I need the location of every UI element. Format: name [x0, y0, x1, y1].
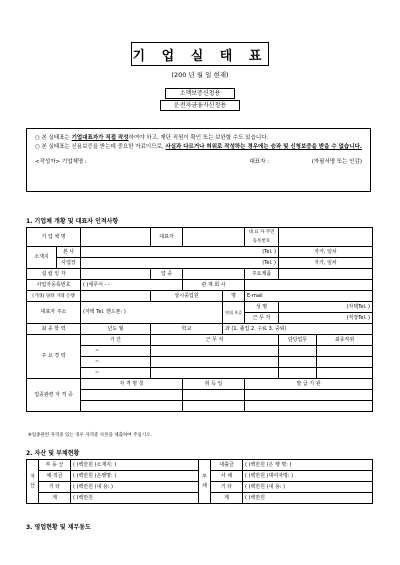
col-final-pos: 최종직위 — [317, 335, 373, 346]
asset-total-label: 계 — [39, 493, 71, 504]
debt-label: 대출금 — [211, 460, 243, 471]
debt-total-label: 계 — [211, 493, 243, 504]
asset-value[interactable]: ( )백만원 (소재지: ) — [71, 460, 199, 471]
col-workplace: 근 무 처 — [151, 335, 279, 346]
asset-value[interactable]: ( )백만원 (은행명: ) — [71, 471, 199, 482]
debt-value[interactable]: ( )백만원 (대여자명: ) — [243, 471, 373, 482]
label-representative: 대표자 — [151, 228, 183, 247]
debt-label: 기 타 — [211, 482, 243, 493]
notice-line1: ○ 본 실태표는 기업대표자가 직접 작성하여야 하고, 재단 직원이 확인 또는 보완할 수도 있습니다. — [35, 135, 269, 141]
col-duty: 담당업무 — [279, 335, 317, 346]
col-period: 기 간 — [81, 335, 151, 346]
career-final-pos[interactable] — [317, 346, 373, 357]
field-founded[interactable] — [81, 269, 151, 280]
career-period[interactable]: ~ — [81, 346, 151, 357]
asset-total[interactable]: ( )백만원 — [71, 493, 199, 504]
asset-value[interactable]: ( )백만원 (내 용: ) — [71, 482, 199, 493]
field-representative[interactable] — [183, 228, 245, 247]
asset-table — [26, 459, 373, 504]
owned-head-office[interactable]: 자가, 임차 — [279, 247, 373, 258]
field-head-office-tel[interactable]: (Tel. ) — [81, 247, 279, 258]
page-subtitle: (200 년 월 일 현재) — [171, 71, 229, 79]
label-rep-address: 대표자 주소 — [27, 302, 81, 324]
debt-total[interactable]: ( )백만원 — [243, 493, 373, 504]
label-career: 주 요 경 력 — [27, 335, 81, 379]
cert-name[interactable] — [81, 390, 183, 401]
debt-value[interactable]: ( )백만원 (내 용: ) — [243, 482, 373, 493]
badge-operating-fund: 운전자금융자신청용 — [160, 100, 240, 111]
cert-name[interactable] — [81, 401, 183, 412]
asset-label: 예·적금 — [39, 471, 71, 482]
field-industry[interactable] — [183, 269, 245, 280]
label-rep-id: 대 표 자 주민등록번호 — [245, 228, 279, 247]
label-asset: 자 산 — [27, 460, 39, 504]
field-affiliate[interactable] — [245, 280, 373, 291]
cert-date[interactable] — [183, 390, 245, 401]
rep-label: 대표자 : — [249, 159, 269, 165]
field-company-name[interactable] — [81, 228, 151, 247]
field-g-hometel[interactable]: (자택Tel. ) — [279, 302, 373, 313]
author-label: <작성자> 기업체명 : — [35, 159, 87, 165]
career-duty[interactable] — [279, 368, 317, 379]
label-g-work: 근 무 처 — [245, 313, 279, 324]
cert-date[interactable] — [183, 401, 245, 412]
field-edu-major[interactable]: 과 (1. 졸업 2. 수료 3. 중퇴) — [223, 324, 373, 335]
label-guarantor: 연대 보증 — [223, 302, 245, 324]
field-biz-no[interactable]: ( )세무서 - - — [81, 280, 183, 291]
section2-heading: 2. 자산 및 부채현황 — [26, 450, 80, 457]
field-rep-tel[interactable]: (자택 Tel. 핸드폰: ) — [81, 302, 223, 324]
career-final-pos[interactable] — [317, 368, 373, 379]
notice-line2: ○ 본 실태표는 신용보증을 받는데 중요한 자료이므로, 사실과 다르거나 허위로 작성하는 경우에는 승과 및 신청보증을 받을 수 없습니다. — [35, 144, 362, 150]
field-rep-id[interactable] — [279, 228, 373, 247]
career-duty[interactable] — [279, 346, 317, 357]
field-g-worktel[interactable]: (직장Tel. ) — [279, 313, 373, 324]
badge-small-guarantee: 소액보증신청용 — [165, 88, 235, 99]
label-founded: 설 립 일 자 — [27, 269, 81, 280]
label-location: 소재지 — [27, 247, 57, 269]
seal-label: (자필서명 또는 인감) — [311, 159, 362, 165]
page-title: 기 업 실 태 표 — [131, 42, 269, 66]
col-cert-date: 취 득 일 — [183, 379, 245, 390]
label-biz-no: 사업자등록번호 — [27, 280, 81, 291]
career-workplace[interactable] — [151, 368, 279, 379]
career-period[interactable]: ~ — [81, 357, 151, 368]
asset-label: 기 타 — [39, 482, 71, 493]
section1-heading: 1. 기업체 개황 및 대표자 인적사항 — [26, 218, 119, 225]
label-cert: 업종관련 자 격 증 — [27, 379, 81, 412]
signature-row — [35, 158, 362, 167]
career-workplace[interactable] — [151, 346, 279, 357]
label-products: 주요제품 — [245, 269, 279, 280]
field-edu-school[interactable]: 학교 — [151, 324, 223, 335]
career-final-pos[interactable] — [317, 357, 373, 368]
cert-footnote: ※업종관련 자격증 있는 경우 자격증 사본을 제출하여 주십시오. — [28, 433, 152, 438]
notice-box — [26, 128, 371, 192]
label-employees: 상시종업원 — [151, 291, 223, 302]
label-education: 최 종 학 력 — [27, 324, 81, 335]
field-edu-year[interactable]: 년도 월 — [81, 324, 151, 335]
debt-label: 사 채 — [211, 471, 243, 482]
label-bank: (거래) 당좌 거래 은행 — [27, 291, 81, 302]
field-email[interactable]: E-mail — [245, 291, 373, 302]
debt-value[interactable]: ( )백만원 (은 행 명: ) — [243, 460, 373, 471]
col-cert-issuer: 발 급 기 관 — [245, 379, 373, 390]
label-head-office: 본 사 — [57, 247, 81, 258]
field-workplace-tel[interactable]: (Tel. ) — [81, 258, 279, 269]
label-g-name: 성 명 — [245, 302, 279, 313]
cert-issuer[interactable] — [245, 401, 373, 412]
label-company-name: 기 업 체 명 — [27, 228, 81, 247]
cert-issuer[interactable] — [245, 390, 373, 401]
company-table — [26, 227, 373, 412]
label-affiliate: 관 계 회 사 — [183, 280, 245, 291]
asset-label: 부 동 산 — [39, 460, 71, 471]
section3-heading: 3. 영업현황 및 재무동도 — [26, 524, 91, 531]
label-industry: 업 종 — [151, 269, 183, 280]
field-bank[interactable] — [81, 291, 151, 302]
career-duty[interactable] — [279, 357, 317, 368]
career-period[interactable]: ~ — [81, 368, 151, 379]
career-workplace[interactable] — [151, 357, 279, 368]
label-debt: 부 채 — [199, 460, 211, 504]
field-products[interactable] — [279, 269, 373, 280]
label-persons: 명 — [223, 291, 245, 302]
label-workplace: 사업장 — [57, 258, 81, 269]
col-cert-name: 자 격 명 칭 — [81, 379, 183, 390]
owned-workplace[interactable]: 자가, 임차 — [279, 258, 373, 269]
